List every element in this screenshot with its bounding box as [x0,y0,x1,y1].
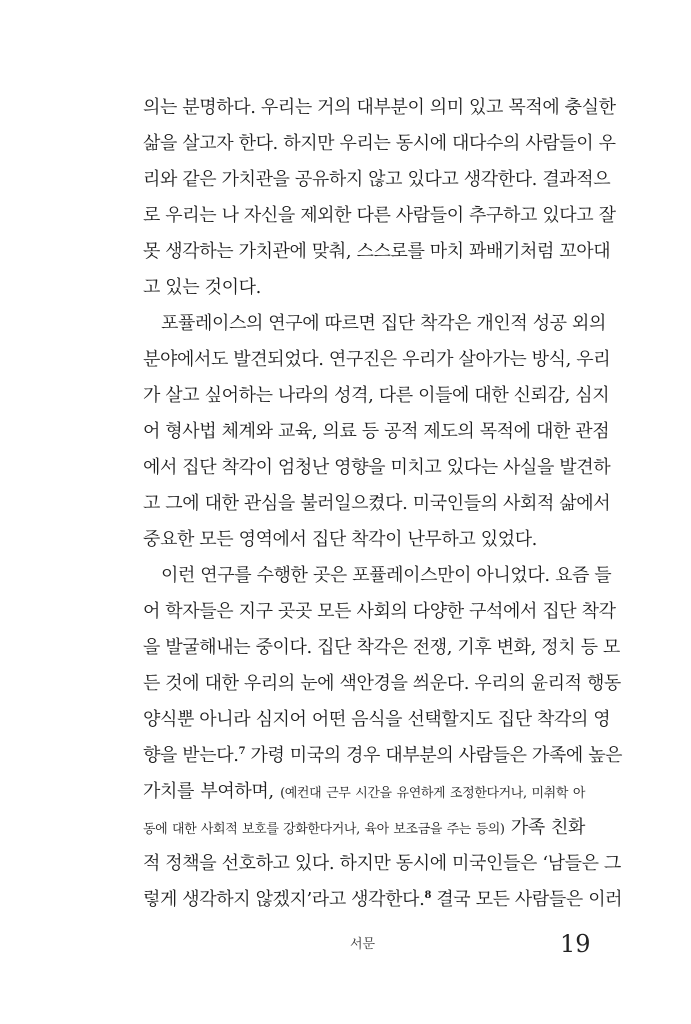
body-line-12: 고 그에 대한 관심을 불러일으켰다. 미국인들의 사회적 삶에서 [143,493,611,514]
body-line-11: 에서 집단 착각이 엄청난 영향을 미치고 있다는 사실을 발견하 [143,457,611,478]
line-text-after-footnote-8: 결국 모든 사람들은 이러 [431,889,623,910]
body-line-6: 고 있는 것이다. [143,277,261,298]
parenthetical-example-end: 동에 대한 사회적 보호를 강화한다거나, 육아 보조금을 주는 등의) [143,822,505,837]
body-line-2: 삶을 살고자 한다. 하지만 우리는 동시에 대다수의 사람들이 우 [143,133,616,154]
footnote-marker-8[interactable]: 8 [424,890,431,901]
body-line-17: 든 것에 대한 우리의 눈에 색안경을 씌운다. 우리의 윤리적 행동 [143,673,621,694]
body-line-21 [143,816,585,842]
body-line-19 [143,744,623,768]
body-line-15: 어 학자들은 지구 곳곳 모든 사회의 다양한 구석에서 집단 착각 [143,601,616,622]
body-line-20 [143,780,585,806]
body-line-13: 중요한 모든 영역에서 집단 착각이 난무하고 있었다. [143,529,537,550]
body-line-3: 리와 같은 가치관을 공유하지 않고 있다고 생각한다. 결과적으 [143,169,611,190]
body-line-4: 로 우리는 나 자신을 제외한 다른 사람들이 추구하고 있다고 잘 [143,205,616,226]
line-text-main: 가족 친화 [504,817,585,838]
body-line-18: 양식뿐 아니라 심지어 어떤 음식을 선택할지도 집단 착각의 영 [143,709,611,730]
parenthetical-example-start: (예컨대 근무 시간을 유연하게 조정한다거나, 미취학 아 [280,786,585,801]
body-line-10: 어 형사법 체계와 교육, 의료 등 공적 제도의 목적에 대한 관점 [143,421,610,442]
line-text-before-footnote-8: 렇게 생각하지 않겠지’라고 생각한다. [143,889,425,910]
paragraph-3-first-line: 이런 연구를 수행한 곳은 포퓰레이스만이 아니었다. 요즘 들 [161,565,612,586]
line-text-main: 가치를 부여하며, [143,781,281,802]
line-text-after-footnote-7: 가령 미국의 경우 대부분의 사람들은 가족에 높은 [245,745,623,766]
line-text-before-footnote-7: 향을 받는다. [143,745,239,766]
body-line-16: 을 발굴해내는 중이다. 집단 착각은 전쟁, 기후 변화, 정치 등 모 [143,637,620,658]
footnote-marker-7[interactable]: 7 [238,746,246,757]
body-line-9: 가 살고 싶어하는 나라의 성격, 다른 이들에 대한 신뢰감, 심지 [143,385,610,406]
paragraph-2-first-line: 포퓰레이스의 연구에 따르면 집단 착각은 개인적 성공 외의 [161,313,606,334]
body-line-1: 의는 분명하다. 우리는 거의 대부분이 의미 있고 목적에 충실한 [143,97,616,118]
body-line-23 [143,888,623,912]
body-line-8: 분야에서도 발견되었다. 연구진은 우리가 살아가는 방식, 우리 [143,349,611,370]
body-line-5: 못 생각하는 가치관에 맞춰, 스스로를 마치 꽈배기처럼 꼬아대 [143,241,611,262]
page-number: 19 [560,930,591,958]
body-line-22: 적 정책을 선호하고 있다. 하지만 동시에 미국인들은 ‘남들은 그 [143,853,621,874]
running-footer-section-title: 서문 [350,937,376,952]
